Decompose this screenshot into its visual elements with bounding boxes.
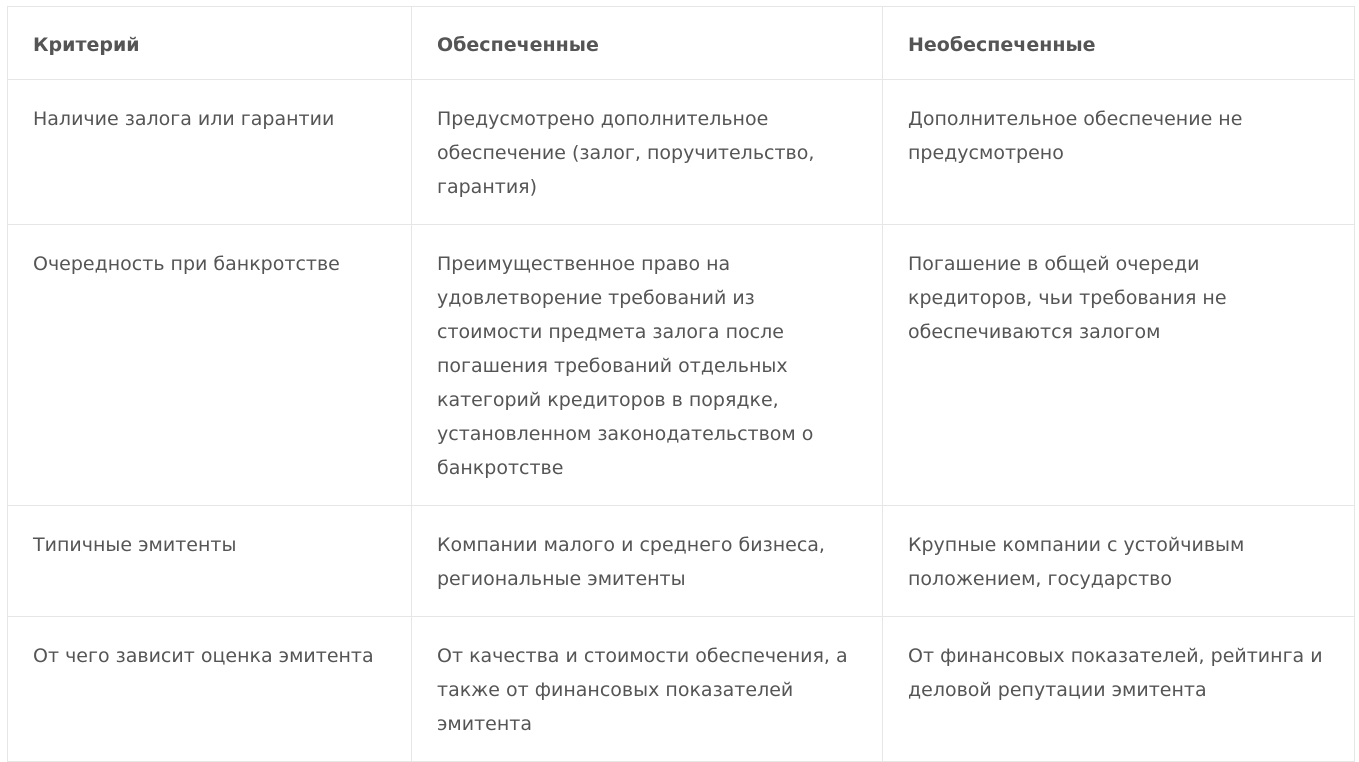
table-row (8, 225, 1355, 506)
cell-criterion: Наличие залога или гарантии (8, 80, 412, 225)
cell-unsecured: Крупные компании с устойчивым положением, государство (883, 506, 1355, 617)
comparison-table (7, 6, 1355, 762)
cell-secured: От качества и стоимости обеспечения, а также от финансовых показателей эмитента (412, 617, 883, 762)
cell-criterion: Очередность при банкротстве (8, 225, 412, 506)
cell-criterion: Типичные эмитенты (8, 506, 412, 617)
table-header-row (8, 7, 1355, 80)
cell-secured: Компании малого и среднего бизнеса, региональные эмитенты (412, 506, 883, 617)
cell-secured: Преимущественное право на удовлетворение требований из стоимости предмета залога после погашения требований отдельных категорий кредиторов в порядке, установленном законодательством о банкротстве (412, 225, 883, 506)
cell-secured: Предусмотрено дополнительное обеспечение (залог, поручительство, гарантия) (412, 80, 883, 225)
cell-unsecured: Дополнительное обеспечение не предусмотрено (883, 80, 1355, 225)
cell-unsecured: Погашение в общей очереди кредиторов, чьи требования не обеспечиваются залогом (883, 225, 1355, 506)
cell-unsecured: От финансовых показателей, рейтинга и деловой репутации эмитента (883, 617, 1355, 762)
table-row (8, 80, 1355, 225)
header-criterion: Критерий (8, 7, 412, 80)
header-unsecured: Необеспеченные (883, 7, 1355, 80)
header-secured: Обеспеченные (412, 7, 883, 80)
table-row (8, 617, 1355, 762)
comparison-table-container (7, 6, 1354, 762)
table-row (8, 506, 1355, 617)
cell-criterion: От чего зависит оценка эмитента (8, 617, 412, 762)
